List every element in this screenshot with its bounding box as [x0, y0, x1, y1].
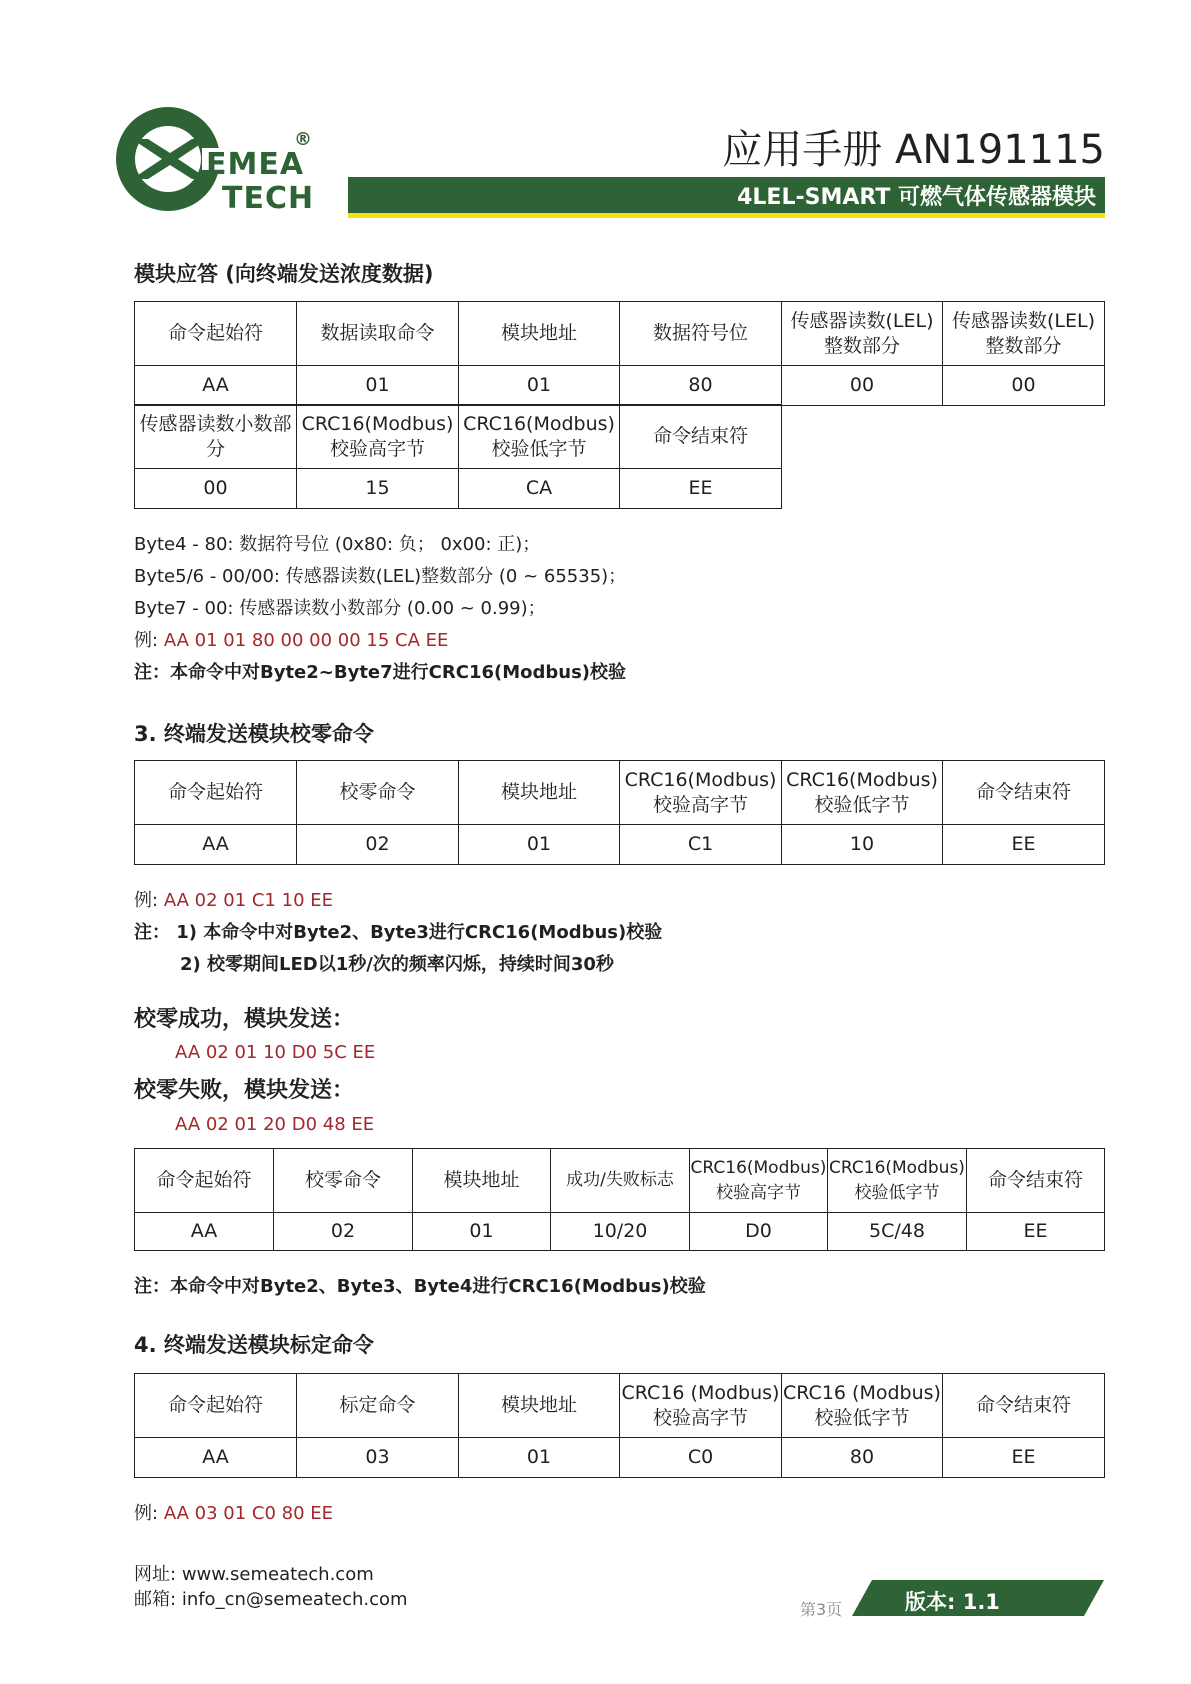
table-header-cell: 模块地址	[413, 1149, 551, 1213]
table-header-cell: 数据读取命令	[297, 302, 459, 366]
response-table-1	[134, 301, 1105, 406]
example-line	[134, 886, 333, 912]
table-header-cell: CRC16(Modbus)校验高字节	[297, 405, 459, 469]
table-header-cell: 成功/失败标志	[551, 1149, 690, 1213]
table-header-cell: 命令结束符	[967, 1149, 1105, 1213]
table-value-cell: 01	[459, 366, 620, 406]
table-value-cell: 80	[620, 366, 782, 406]
zero-success-heading: 校零成功，模块发送：	[134, 1007, 355, 1032]
table-value-cell: EE	[943, 1438, 1105, 1478]
table-header-cell: 命令结束符	[943, 1374, 1105, 1438]
table-header-cell: 数据符号位	[620, 302, 782, 366]
table-value-cell: EE	[620, 469, 782, 509]
checksum-note: 注：本命令中对Byte2、Byte3、Byte4进行CRC16(Modbus)校验	[134, 1276, 706, 1297]
table-header-cell: 模块地址	[459, 1374, 620, 1438]
table-value-cell: C0	[620, 1438, 782, 1478]
response-table-2	[134, 404, 782, 509]
table-value-cell: 00	[943, 366, 1105, 406]
table-header-cell: 命令结束符	[620, 405, 782, 469]
table-header-cell: 校零命令	[274, 1149, 413, 1213]
table-header-cell: CRC16(Modbus)校验低字节	[782, 761, 943, 825]
example-line	[134, 1499, 333, 1525]
table-header-cell: 校零命令	[297, 761, 459, 825]
section-heading-zero: 3. 终端发送模块校零命令	[134, 722, 374, 746]
table-value-cell: CA	[459, 469, 620, 509]
footer-website-line	[134, 1562, 408, 1587]
zero-fail-heading: 校零失败，模块发送：	[134, 1078, 355, 1103]
table-header-cell: CRC16 (Modbus)校验低字节	[782, 1374, 943, 1438]
example-code: AA 02 01 C1 10 EE	[163, 890, 334, 911]
table-header-cell: 标定命令	[297, 1374, 459, 1438]
company-logo	[112, 103, 332, 228]
page-number: 第3页	[800, 1600, 843, 1619]
example-code: AA 01 01 80 00 00 00 15 CA EE	[163, 630, 449, 651]
document-title: 应用手册 AN191115	[722, 127, 1105, 173]
logo-word-emea: EMEA	[206, 147, 305, 182]
footer-email-line	[134, 1587, 408, 1612]
email-label: 邮箱:	[134, 1589, 177, 1610]
logo-word-tech: TECH	[222, 181, 315, 216]
table-value-cell: 10	[782, 825, 943, 865]
table-value-cell: 01	[459, 1438, 620, 1478]
table-header-cell: 命令起始符	[135, 1149, 274, 1213]
table-value-cell: 5C/48	[828, 1213, 967, 1251]
header-accent-line	[348, 213, 1105, 218]
zero-fail-code: AA 02 01 20 D0 48 EE	[175, 1114, 375, 1135]
byte-note: Byte5/6 - 00/00: 传感器读数(LEL)整数部分 (0 ~ 65535)；	[134, 566, 627, 587]
table-value-cell: 01	[413, 1213, 551, 1251]
table-header-cell: CRC16(Modbus)校验高字节	[620, 761, 782, 825]
zero-reply-table	[134, 1148, 1105, 1251]
table-value-cell: AA	[135, 1438, 297, 1478]
table-value-cell: EE	[967, 1213, 1105, 1251]
table-header-cell: 传感器读数小数部分	[135, 405, 297, 469]
table-value-cell: 02	[297, 825, 459, 865]
zero-success-code: AA 02 01 10 D0 5C EE	[175, 1042, 376, 1063]
table-header-cell: CRC16(Modbus)校验低字节	[459, 405, 620, 469]
table-value-cell: 00	[782, 366, 943, 406]
website-link[interactable]: www.semeatech.com	[181, 1564, 374, 1585]
table-value-cell: C1	[620, 825, 782, 865]
section-heading-response: 模块应答 (向终端发送浓度数据)	[134, 262, 434, 286]
table-header-cell: 传感器读数(LEL)整数部分	[782, 302, 943, 366]
checksum-note: 注： 1) 本命令中对Byte2、Byte3进行CRC16(Modbus)校验	[134, 922, 663, 943]
table-header-cell: 命令结束符	[943, 761, 1105, 825]
byte-note: Byte4 - 80: 数据符号位 (0x80: 负； 0x00: 正)；	[134, 534, 541, 555]
website-label: 网址:	[134, 1564, 177, 1585]
example-label: 例:	[134, 630, 159, 651]
table-value-cell: 01	[459, 825, 620, 865]
led-note: 2) 校零期间LED以1秒/次的频率闪烁，持续时间30秒	[180, 954, 614, 975]
table-value-cell: 03	[297, 1438, 459, 1478]
table-header-cell: CRC16(Modbus)校验低字节	[828, 1149, 967, 1213]
table-header-cell: 命令起始符	[135, 761, 297, 825]
table-header-cell: 命令起始符	[135, 1374, 297, 1438]
table-header-cell: 命令起始符	[135, 302, 297, 366]
table-value-cell: 80	[782, 1438, 943, 1478]
table-value-cell: 02	[274, 1213, 413, 1251]
table-header-cell: CRC16(Modbus)校验高字节	[690, 1149, 828, 1213]
table-value-cell: D0	[690, 1213, 828, 1251]
example-code: AA 03 01 C0 80 EE	[163, 1503, 334, 1524]
footer-contact	[134, 1562, 408, 1612]
document-subtitle: 4LEL-SMART 可燃气体传感器模块	[737, 185, 1096, 210]
table-header-cell: CRC16 (Modbus)校验高字节	[620, 1374, 782, 1438]
logo-registered-mark: ®	[294, 129, 313, 150]
table-value-cell: AA	[135, 1213, 274, 1251]
byte-note: Byte7 - 00: 传感器读数小数部分 (0.00 ~ 0.99)；	[134, 598, 546, 619]
example-label: 例:	[134, 1503, 159, 1524]
table-header-cell: 传感器读数(LEL)整数部分	[943, 302, 1105, 366]
table-header-cell: 模块地址	[459, 761, 620, 825]
example-line	[134, 626, 448, 652]
table-value-cell: AA	[135, 366, 297, 406]
table-value-cell: 10/20	[551, 1213, 690, 1251]
checksum-note: 注：本命令中对Byte2~Byte7进行CRC16(Modbus)校验	[134, 662, 627, 683]
table-value-cell: 15	[297, 469, 459, 509]
table-value-cell: AA	[135, 825, 297, 865]
section-heading-calibrate: 4. 终端发送模块标定命令	[134, 1333, 374, 1357]
zero-command-table	[134, 760, 1105, 865]
email-link[interactable]: info_cn@semeatech.com	[181, 1589, 408, 1610]
example-label: 例:	[134, 890, 159, 911]
table-value-cell: EE	[943, 825, 1105, 865]
calibrate-command-table	[134, 1373, 1105, 1478]
version-label: 版本: 1.1	[905, 1590, 1000, 1614]
table-value-cell: 01	[297, 366, 459, 406]
table-value-cell: 00	[135, 469, 297, 509]
table-header-cell: 模块地址	[459, 302, 620, 366]
